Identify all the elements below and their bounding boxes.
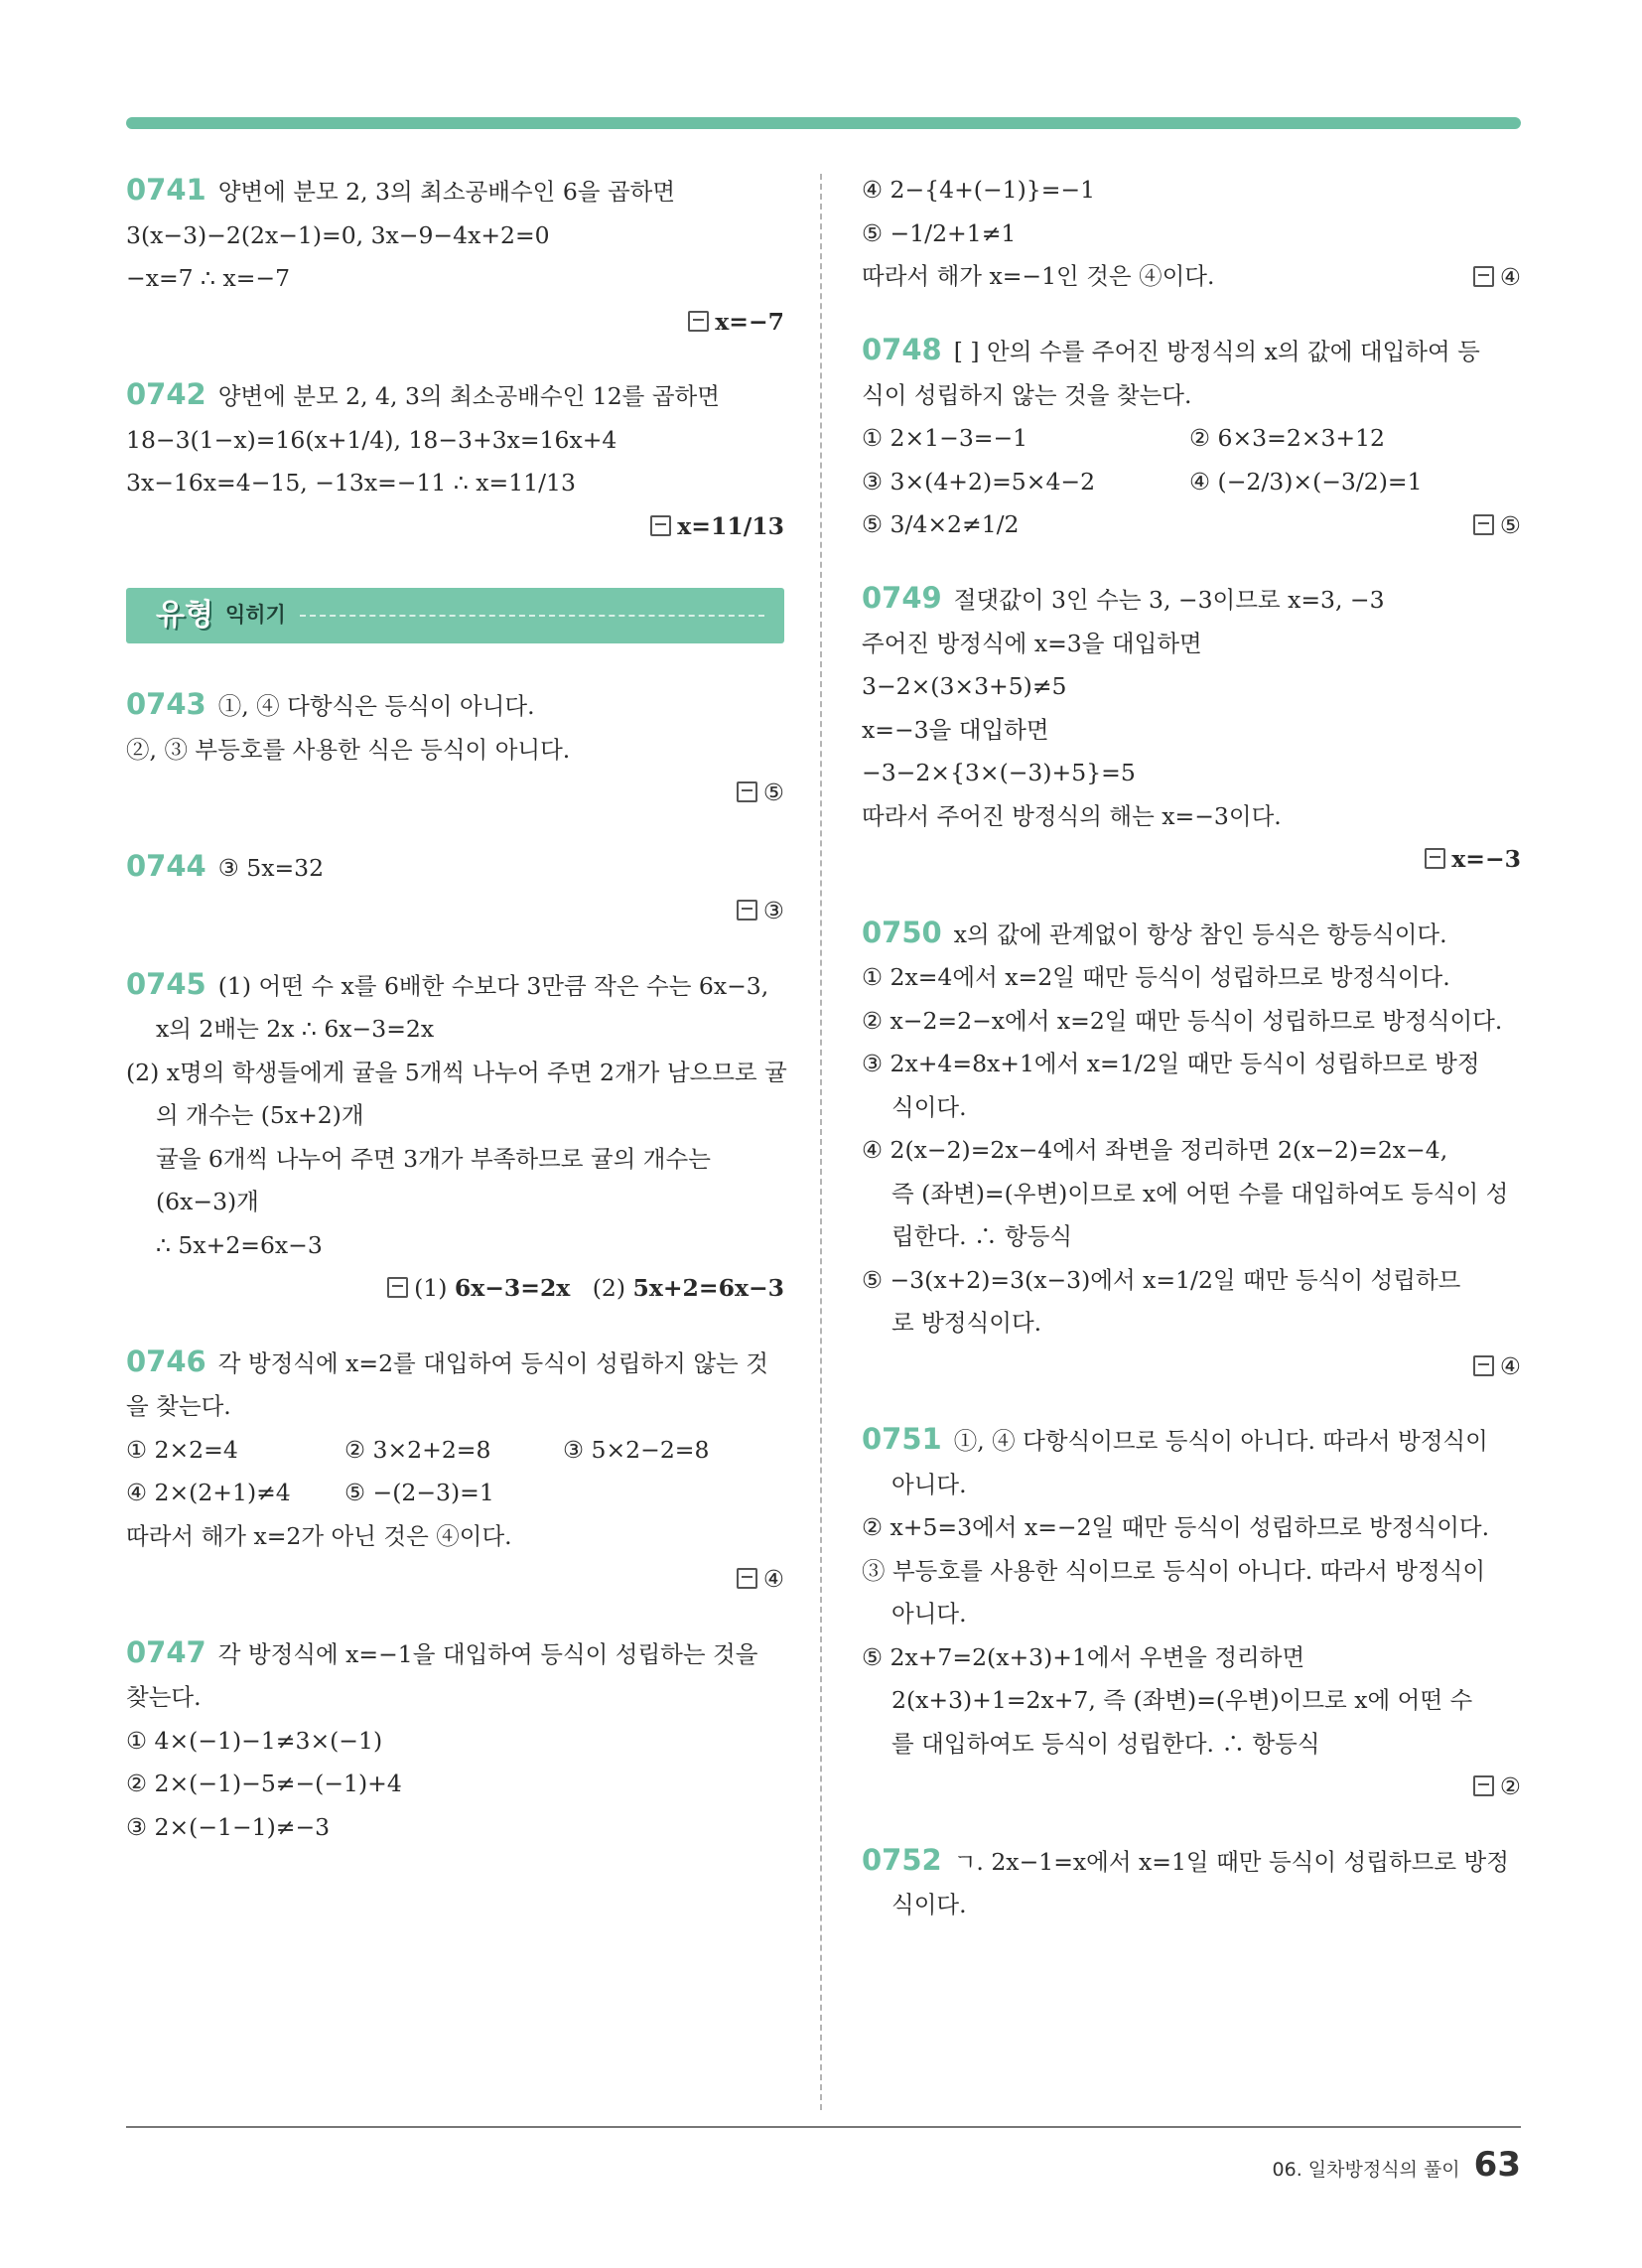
solution-line: 따라서 해가 x=2가 아닌 것은 ④이다.: [126, 1521, 512, 1550]
solution-line: 따라서 주어진 방정식의 해는 x=−3이다.: [862, 801, 1282, 830]
section-banner: [126, 588, 784, 643]
answer: (1) 6x−3=2x (2) 5x+2=6x−3: [126, 1267, 784, 1311]
solution-line: (2) x명의 학생들에게 귤을 5개씩 나누어 주면 2개가 남으므로 귤: [126, 1058, 787, 1086]
solution-line: ③ 2×(−1−1)≠−3: [126, 1812, 331, 1841]
solution-line: ④ 2−{4+(−1)}=−1: [862, 176, 1096, 204]
solution-line: ①, ④ 다항식은 등식이 아니다.: [217, 692, 535, 720]
answer-icon: [737, 1568, 757, 1589]
solution-line: ㄱ. 2x−1=x에서 x=1일 때만 등식이 성립하므로 방정: [953, 1847, 1509, 1876]
problem-0746: [126, 1341, 784, 1602]
problem-0747: [126, 1631, 784, 1850]
problem-number: 0747: [126, 1634, 206, 1669]
chapter-title: 06. 일차방정식의 풀이: [1272, 2159, 1460, 2181]
solution-line: 따라서 해가 x=−1인 것은 ④이다.: [862, 262, 1215, 290]
solution-line: ②, ③ 부등호를 사용한 식은 등식이 아니다.: [126, 735, 571, 764]
solution-line: ③ 5x=32: [217, 853, 325, 882]
problem-number: 0748: [862, 333, 942, 366]
problem-0744: [126, 845, 784, 933]
problem-0748: [862, 329, 1521, 547]
solution-line: ⑤ −1/2+1≠1: [862, 218, 1017, 247]
solution-line: ∴ 5x+2=6x−3: [156, 1230, 323, 1259]
answer: x=−7: [126, 301, 784, 345]
page-number: 63: [1473, 2145, 1521, 2185]
answer-icon: [1473, 1775, 1494, 1796]
problem-number: 0743: [126, 687, 206, 721]
solution-line: ① 4×(−1)−1≠3×(−1): [126, 1726, 383, 1755]
solution-line: (6x−3)개: [156, 1188, 259, 1215]
solution-line: 아니다.: [891, 1600, 967, 1628]
solution-line: x=−3을 대입하면: [862, 715, 1049, 744]
footer-rule: [126, 2126, 1521, 2128]
answer-icon: [688, 311, 709, 332]
choice: ⑤ 3/4×2≠1/2: [862, 510, 1020, 538]
banner-dashes: [300, 615, 764, 617]
solution-line: 식이 성립하지 않는 것을 찾는다.: [862, 380, 1192, 409]
problem-number: 0744: [126, 848, 206, 883]
problem-number: 0746: [126, 1344, 206, 1378]
solution-line: 각 방정식에 x=−1을 대입하여 등식이 성립하는 것을: [217, 1639, 758, 1668]
choice: ② 3×2+2=8: [344, 1435, 491, 1464]
solution-line: 3x−16x=4−15, −13x=−11 ∴ x=11/13: [126, 469, 576, 496]
answer-icon: [1473, 1355, 1494, 1376]
solution-line: (1) 어떤 수 x를 6배한 수보다 3만큼 작은 수는 6x−3,: [217, 971, 769, 1000]
answer-icon: [1473, 266, 1494, 287]
answer-icon: [737, 781, 757, 802]
choice: ① 2×1−3=−1: [862, 424, 1028, 452]
solution-line: 식이다.: [891, 1092, 967, 1121]
problem-0750: [862, 912, 1521, 1389]
problem-number: 0749: [862, 581, 942, 615]
answer: ③: [126, 890, 784, 933]
answer-icon: [737, 900, 757, 921]
top-accent-bar: [126, 117, 1521, 129]
answer: ④: [126, 1558, 784, 1602]
solution-line: [ ] 안의 수를 주어진 방정식의 x의 값에 대입하여 등: [953, 338, 1480, 365]
solution-line: 을 찾는다.: [126, 1392, 231, 1420]
choice: ④ 2×(2+1)≠4: [126, 1479, 291, 1506]
answer: ④: [862, 256, 1521, 300]
problem-number: 0750: [862, 915, 942, 949]
banner-subtitle: 익히기: [224, 603, 286, 628]
solution-line: 각 방정식에 x=2를 대입하여 등식이 성립하지 않는 것: [217, 1348, 768, 1377]
solution-line: 절댓값이 3인 수는 3, −3이므로 x=3, −3: [953, 586, 1385, 614]
solution-line: 찾는다.: [126, 1683, 202, 1711]
solution-line: ⑤ 2x+7=2(x+3)+1에서 우변을 정리하면: [862, 1642, 1305, 1671]
solution-line: ③ 2x+4=8x+1에서 x=1/2일 때만 등식이 성립하므로 방정: [862, 1050, 1480, 1077]
problem-0743: [126, 683, 784, 815]
solution-line: 립한다. ∴ 항등식: [891, 1222, 1073, 1250]
solution-line: 의 개수는 (5x+2)개: [156, 1101, 364, 1129]
problem-0741: [126, 169, 784, 344]
column-divider: [820, 174, 822, 2110]
answer: ⑤: [862, 504, 1521, 548]
solution-line: ①, ④ 다항식이므로 등식이 아니다. 따라서 방정식이: [953, 1427, 1488, 1455]
problem-0747-continued: [862, 169, 1521, 299]
answer: ④: [862, 1346, 1521, 1389]
choice: ③ 5×2−2=8: [563, 1435, 710, 1464]
solution-line: 즉 (좌변)=(우변)이므로 x에 어떤 수를 대입하여도 등식이 성: [891, 1179, 1509, 1207]
problem-number: 0752: [862, 1842, 942, 1877]
solution-line: 18−3(1−x)=16(x+1/4), 18−3+3x=16x+4: [126, 425, 617, 454]
solution-line: ② x+5=3에서 x=−2일 때만 등식이 성립하므로 방정식이다.: [862, 1513, 1490, 1541]
solution-line: ④ 2(x−2)=2x−4에서 좌변을 정리하면 2(x−2)=2x−4,: [862, 1136, 1448, 1164]
problem-0742: [126, 373, 784, 548]
solution-line: x의 값에 관계없이 항상 참인 등식은 항등식이다.: [953, 920, 1447, 948]
answer: ②: [862, 1766, 1521, 1809]
left-column: [126, 169, 787, 1879]
solution-line: 2(x+3)+1=2x+7, 즉 (좌변)=(우변)이므로 x에 어떤 수: [891, 1686, 1473, 1714]
solution-line: ② 2×(−1)−5≠−(−1)+4: [126, 1770, 402, 1797]
solution-line: x의 2배는 2x ∴ 6x−3=2x: [156, 1015, 435, 1043]
solution-line: ① 2x=4에서 x=2일 때만 등식이 성립하므로 방정식이다.: [862, 963, 1450, 991]
answer-icon: [387, 1277, 408, 1298]
solution-line: 를 대입하여도 등식이 성립한다. ∴ 항등식: [891, 1729, 1320, 1758]
page-footer: [1273, 2145, 1521, 2185]
solution-line: 귤을 6개씩 나누어 주면 3개가 부족하므로 귤의 개수는: [156, 1144, 711, 1173]
right-column: [862, 169, 1521, 1957]
problem-number: 0751: [862, 1422, 942, 1456]
banner-title: 유형: [156, 598, 213, 634]
answer: x=11/13: [126, 505, 784, 549]
problem-0745: [126, 963, 787, 1311]
problem-number: 0741: [126, 173, 206, 207]
solution-line: ⑤ −3(x+2)=3(x−3)에서 x=1/2일 때만 등식이 성립하므: [862, 1265, 1461, 1294]
solution-line: 주어진 방정식에 x=3을 대입하면: [862, 629, 1202, 657]
problem-0751: [862, 1418, 1521, 1809]
solution-line: 양변에 분모 2, 3의 최소공배수인 6을 곱하면: [217, 178, 676, 206]
choice: ③ 3×(4+2)=5×4−2: [862, 467, 1096, 496]
problem-0749: [862, 577, 1521, 882]
solution-line: 식이다.: [891, 1891, 967, 1918]
solution-line: −3−2×{3×(−3)+5}=5: [862, 759, 1136, 786]
solution-line: 로 방정식이다.: [891, 1309, 1042, 1337]
solution-line: −x=7 ∴ x=−7: [126, 264, 291, 292]
answer-icon: [1473, 514, 1494, 535]
answer: ⑤: [126, 772, 784, 815]
answer: x=−3: [862, 838, 1521, 882]
solution-line: 3(x−3)−2(2x−1)=0, 3x−9−4x+2=0: [126, 220, 550, 249]
choice: ⑤ −(2−3)=1: [344, 1479, 494, 1506]
solution-line: 양변에 분모 2, 4, 3의 최소공배수인 12를 곱하면: [217, 382, 720, 410]
solution-line: 3−2×(3×3+5)≠5: [862, 672, 1067, 700]
choice: ④ (−2/3)×(−3/2)=1: [1189, 467, 1423, 496]
problem-0752: [862, 1839, 1521, 1927]
choice: ① 2×2=4: [126, 1435, 238, 1464]
solution-line: 아니다.: [891, 1470, 967, 1498]
choice: ② 6×3=2×3+12: [1189, 424, 1386, 452]
answer-icon: [650, 515, 671, 536]
problem-number: 0742: [126, 377, 206, 411]
solution-line: ② x−2=2−x에서 x=2일 때만 등식이 성립하므로 방정식이다.: [862, 1006, 1503, 1035]
problem-number: 0745: [126, 966, 206, 1001]
answer-icon: [1425, 848, 1445, 869]
solution-line: ③ 부등호를 사용한 식이므로 등식이 아니다. 따라서 방정식이: [862, 1556, 1486, 1585]
